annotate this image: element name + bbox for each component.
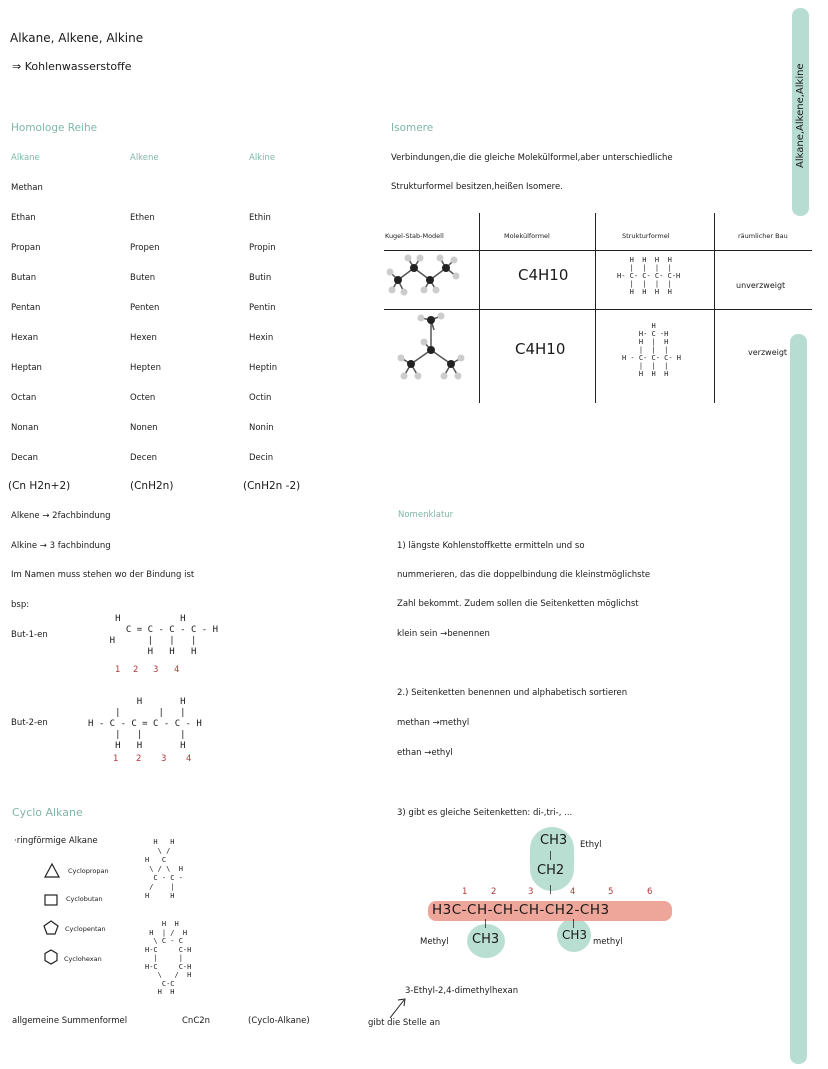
ex2-number-4: 4 <box>186 754 192 764</box>
page-subtitle: ⇒ Kohlenwasserstoffe <box>12 60 132 73</box>
ch3-top: CH3 <box>540 833 568 848</box>
side-tab-label: Alkane,Alkene,Alkine <box>795 63 806 168</box>
homologe-heading: Homologe Reihe <box>11 122 98 134</box>
homologe-alkane-cell: Propan <box>11 243 41 253</box>
bond-ch2-chain: | <box>549 885 553 895</box>
cyclo-item-1: Cyclopropan <box>68 867 109 875</box>
pentagon-icon <box>43 920 59 936</box>
example1-name: But-1-en <box>11 630 48 640</box>
homologe-alkine-cell: Hexin <box>249 333 274 343</box>
step2-line3: ethan →ethyl <box>397 748 453 758</box>
step2-line2: methan →methyl <box>397 718 470 728</box>
row2-formula: C4H10 <box>515 340 566 358</box>
alkine-bond-note: Alkine → 3 fachbindung <box>11 541 111 551</box>
hexagon-icon <box>43 949 59 965</box>
homologe-alkine-cell: Heptin <box>249 363 278 373</box>
cyclo-item-4: Cyclohexan <box>64 955 102 963</box>
homologe-alkene-cell: Penten <box>130 303 160 313</box>
homologe-alkene-cell: Hepten <box>130 363 161 373</box>
general-formula-label: allgemeine Summenformel <box>12 1016 128 1026</box>
step2-line1: 2.) Seitenketten benennen und alphabetisch sortieren <box>397 688 628 698</box>
table-header-model: Kugel-Stab-Modell <box>385 232 444 240</box>
row1-structure: H H H H | | | | H- C- C- C- C-H | | | | H H H H <box>617 256 681 296</box>
naming-note: Im Namen muss stehen wo der Bindung ist <box>11 570 195 580</box>
table-col-rule-2 <box>595 213 596 403</box>
col-alkene-header: Alkene <box>130 153 159 163</box>
ch3-left: CH3 <box>472 932 500 947</box>
general-formula: CnC2n <box>182 1016 211 1026</box>
table-col-rule-1 <box>479 213 480 403</box>
homologe-alkene-cell: Nonen <box>130 423 158 433</box>
homologe-alkine-cell: Butin <box>249 273 272 283</box>
homologe-alkine-cell: Nonin <box>249 423 274 433</box>
methyl-right-label: methyl <box>593 937 623 947</box>
table-header-bau: räumlicher Bau <box>738 232 788 240</box>
homologe-alkene-cell: Buten <box>130 273 156 283</box>
ex2-number-2: 2 <box>136 754 142 764</box>
ball-stick-unbranched-icon <box>386 250 461 300</box>
ex1-number-3: 3 <box>153 665 159 675</box>
main-chain: H3C-CH-CH-CH-CH2-CH3 <box>432 902 610 918</box>
ex2-number-1: 1 <box>113 754 119 764</box>
ch2-top: CH2 <box>537 863 565 878</box>
isomere-heading: Isomere <box>391 122 434 134</box>
homologe-alkine-cell: Propin <box>249 243 276 253</box>
table-col-rule-3 <box>714 213 715 403</box>
col-alkine-header: Alkine <box>249 153 276 163</box>
step3-text: 3) gibt es gleiche Seitenketten: di-,tri-, ... <box>397 808 573 818</box>
formula-alkane: (Cn H2n+2) <box>8 480 71 492</box>
homologe-alkine-cell: Ethin <box>249 213 271 223</box>
table-row-rule <box>384 309 812 310</box>
homologe-alkene-cell: Octen <box>130 393 156 403</box>
homologe-alkane-cell: Hexan <box>11 333 39 343</box>
chain-number-4: 4 <box>570 887 576 897</box>
example-label: bsp: <box>11 600 30 610</box>
step1-line4: klein sein →benennen <box>397 629 490 639</box>
cyclohexane-structure: H H H | / H \ C - C H-C C-H | | H-C C-H \ / H C-C H H <box>145 920 192 996</box>
homologe-alkene-cell: Hexen <box>130 333 157 343</box>
homologe-alkene-cell: Decen <box>130 453 158 463</box>
methyl-left-label: Methyl <box>420 937 449 947</box>
homologe-alkane-cell: Nonan <box>11 423 39 433</box>
table-header-formula: Molekülformel <box>504 232 550 240</box>
homologe-alkane-cell: Methan <box>11 183 43 193</box>
page-title: Alkane, Alkene, Alkine <box>10 31 144 45</box>
alkene-bond-note: Alkene → 2fachbindung <box>11 511 111 521</box>
bond-ch3-ch2: | <box>549 851 553 861</box>
homologe-alkane-cell: Butan <box>11 273 37 283</box>
homologe-alkane-cell: Decan <box>11 453 39 463</box>
bond-methyl-right: | <box>572 919 576 929</box>
ethyl-label: Ethyl <box>580 840 602 850</box>
chain-number-1: 1 <box>462 887 468 897</box>
isomere-definition-1: Verbindungen,die die gleiche Molekülformel,aber unterschiedliche <box>391 153 673 163</box>
row1-bau: unverzweigt <box>736 281 786 290</box>
example2-name: But-2-en <box>11 718 48 728</box>
bond-methyl-left: | <box>484 919 488 929</box>
step1-line1: 1) längste Kohlenstoffkette ermitteln und so <box>397 541 585 551</box>
result-name: 3-Ethyl-2,4-dimethylhexan <box>405 986 519 996</box>
but-1-en-structure: H H C = C - C - C - H H | | | H H H <box>109 614 219 657</box>
arrow-icon <box>386 994 410 1020</box>
homologe-alkene-cell: Ethen <box>130 213 155 223</box>
chain-number-6: 6 <box>647 887 653 897</box>
cyclopropane-structure: H H \ / H C \ / \ H C - C - / | H H <box>145 838 183 900</box>
homologe-alkine-cell: Decin <box>249 453 274 463</box>
general-formula-tail: gibt die Stelle an <box>368 1018 441 1028</box>
homologe-alkane-cell: Heptan <box>11 363 42 373</box>
formula-alkene: (CnH2n) <box>130 480 174 492</box>
cyclo-item-2: Cyclobutan <box>66 895 103 903</box>
chain-number-3: 3 <box>528 887 534 897</box>
formula-alkine: (CnH2n -2) <box>243 480 301 492</box>
ex1-number-4: 4 <box>174 665 180 675</box>
ex1-number-1: 1 <box>115 665 121 675</box>
cyclo-intro: ·ringförmige Alkane <box>14 836 98 846</box>
homologe-alkane-cell: Octan <box>11 393 37 403</box>
side-tab-bottom[interactable] <box>790 334 807 1064</box>
ch3-right: CH3 <box>562 928 588 942</box>
general-formula-note: (Cyclo-Alkane) <box>248 1016 310 1026</box>
col-alkane-header: Alkane <box>11 153 40 163</box>
ex2-number-3: 3 <box>161 754 167 764</box>
step1-line2: nummerieren, das die doppelbindung die kleinstmöglichste <box>397 570 651 580</box>
step1-line3: Zahl bekommt. Zudem sollen die Seitenketten möglichst <box>397 599 639 609</box>
square-icon <box>44 894 58 908</box>
homologe-alkene-cell: Propen <box>130 243 160 253</box>
homologe-alkine-cell: Pentin <box>249 303 276 313</box>
ex1-number-2: 2 <box>133 665 139 675</box>
ball-stick-branched-icon <box>396 312 466 387</box>
row2-structure: H H- C -H H | H | | | H - C- C- C- H | | | H H H <box>622 322 682 378</box>
triangle-icon <box>44 863 60 879</box>
but-2-en-structure: H H | | | H - C - C = C - C - H | | | H H H <box>88 697 202 751</box>
table-header-structure: Strukturformel <box>622 232 670 240</box>
chain-number-2: 2 <box>491 887 497 897</box>
isomere-definition-2: Strukturformel besitzen,heißen Isomere. <box>391 182 563 192</box>
homologe-alkine-cell: Octin <box>249 393 272 403</box>
homologe-alkane-cell: Pentan <box>11 303 41 313</box>
nomenklatur-heading: Nomenklatur <box>398 510 454 520</box>
homologe-alkane-cell: Ethan <box>11 213 36 223</box>
chain-number-5: 5 <box>608 887 614 897</box>
row2-bau: verzweigt <box>748 348 788 357</box>
row1-formula: C4H10 <box>518 266 569 284</box>
cyclo-heading: Cyclo Alkane <box>12 806 83 819</box>
cyclo-item-3: Cyclopentan <box>65 925 106 933</box>
